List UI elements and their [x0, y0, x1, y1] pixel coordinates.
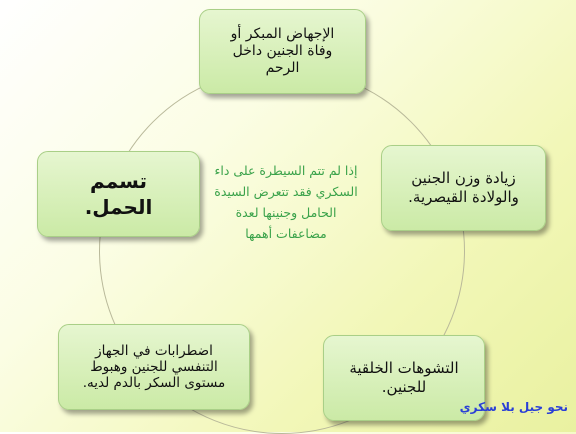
box-preeclampsia-text: تسمم الحمل.	[84, 169, 153, 219]
box-fetal-weight	[381, 145, 546, 231]
box-early-miscarriage	[199, 9, 366, 94]
box-respiratory-text: اضطرابات في الجهاز التنفسي للجنين وهبوط مستوى السكر بالدم لديه.	[82, 343, 226, 391]
center-text: إذا لم تتم السيطرة على داء السكري فقد تتعرض السيدة الحامل وجنينها لعدة مضاعفات أهمها	[214, 163, 358, 241]
box-birth-defects-text: التشوهات الخلقية للجنين.	[349, 359, 459, 396]
footer-slogan: نحو جيل بلا سكري	[459, 400, 568, 414]
box-respiratory	[58, 324, 250, 410]
box-fetal-weight-text: زيادة وزن الجنين والولادة القيصرية.	[408, 169, 519, 206]
box-early-miscarriage-text: الإجهاض المبكر أو وفاة الجنين داخل الرحم	[230, 26, 335, 76]
box-preeclampsia	[37, 151, 200, 237]
